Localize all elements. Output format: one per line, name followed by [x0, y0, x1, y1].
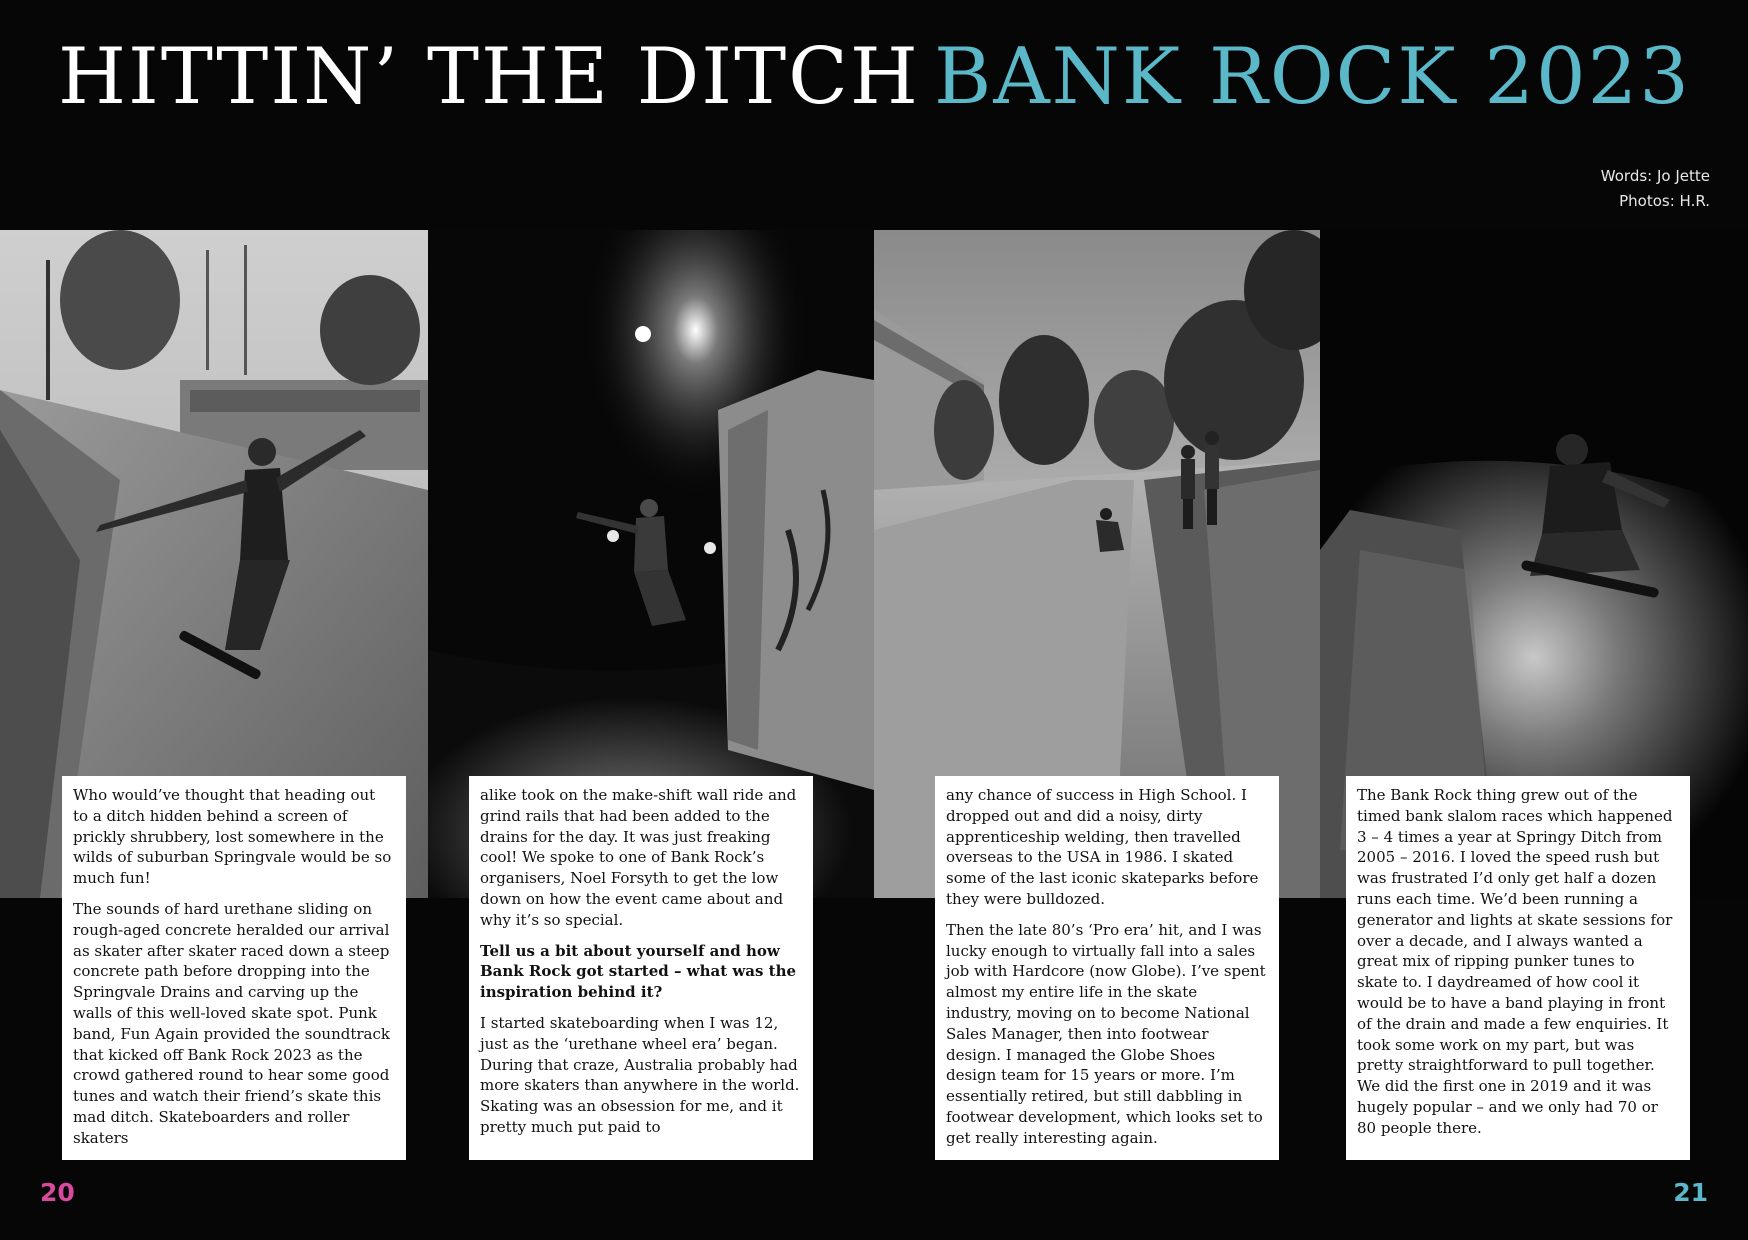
credit-photos: Photos: H.R. [1619, 192, 1710, 210]
page-number-left: 20 [40, 1178, 75, 1207]
column-2-paragraph: alike took on the make-shift wall ride and grind rails that had been added to the drains for the day. It was just freaking cool! We spoke to one of Bank Rock’s organisers, Noel Forsyth to get the low down on how the event came about and why it’s so special. [480, 786, 797, 929]
text-column-1 [62, 776, 406, 1160]
headline-left: HITTIN’ THE DITCH [58, 32, 920, 122]
credit-words: Words: Jo Jette [1600, 167, 1710, 185]
credits [1601, 164, 1710, 214]
interview-question: Tell us a bit about yourself and how Bank Rock got started – what was the inspiration behind it? [480, 941, 797, 1002]
interview-answer: I started skateboarding when I was 12, just as the ‘urethane wheel era’ began. During that craze, Australia probably had more skaters than anywhere in the world. Skating was an obsession for me, and it pretty much put paid to [480, 1013, 800, 1136]
column-4-paragraph: The Bank Rock thing grew out of the timed bank slalom races which happened 3 – 4 times a year at Springy Ditch from 2005 – 2016. I loved the speed rush but was frustrated I’d only get half a dozen runs each time. We’d been running a generator and lights at skate sessions for over a decade, and I always wanted a great mix of ripping punker tunes to skate to. I daydreamed of how cool it would be to have a band playing in front of the drain and made a few enquiries. It took some work on my part, but was pretty straightforward to pull together. We did the first one in 2019 and it was hugely popular – and we only had 70 or 80 people there. [1357, 786, 1673, 1137]
column-3-paragraph: Then the late 80’s ‘Pro era’ hit, and I was lucky enough to virtually fall into a sales job with Hardcore (now Globe). I’ve spent almost my entire life in the skate industry, moving on to become National Sales Manager, then into footwear design. I managed the Globe Shoes design team for 15 years or more. I’m essentially retired, but still dabbling in footwear development, which looks set to get really interesting again. [946, 920, 1266, 1147]
headline-right: BANK ROCK 2023 [934, 32, 1691, 122]
page-number-right: 21 [1673, 1178, 1708, 1207]
column-1-paragraph: The sounds of hard urethane sliding on rough-aged concrete heralded our arrival as skater after skater raced down a steep concrete path before dropping into the Springvale Drains and carving up the walls of this well-loved skate spot. Punk band, Fun Again provided the soundtrack that kicked off Bank Rock 2023 as the crowd gathered round to hear some good tunes and watch their friend’s skate this mad ditch. Skateboarders and roller skaters [73, 899, 390, 1147]
column-1-paragraph: Who would’ve thought that heading out to a ditch hidden behind a screen of prickly shrubbery, lost somewhere in the wilds of suburban Springvale would be so much fun! [73, 786, 392, 888]
text-column-3 [935, 776, 1279, 1160]
text-column-4 [1346, 776, 1690, 1160]
text-column-2 [469, 776, 813, 1160]
column-3-paragraph: any chance of success in High School. I dropped out and did a noisy, dirty apprenticeship welding, then travelled overseas to the USA in 1986. I skated some of the last iconic skateparks before they were bulldozed. [946, 786, 1259, 908]
